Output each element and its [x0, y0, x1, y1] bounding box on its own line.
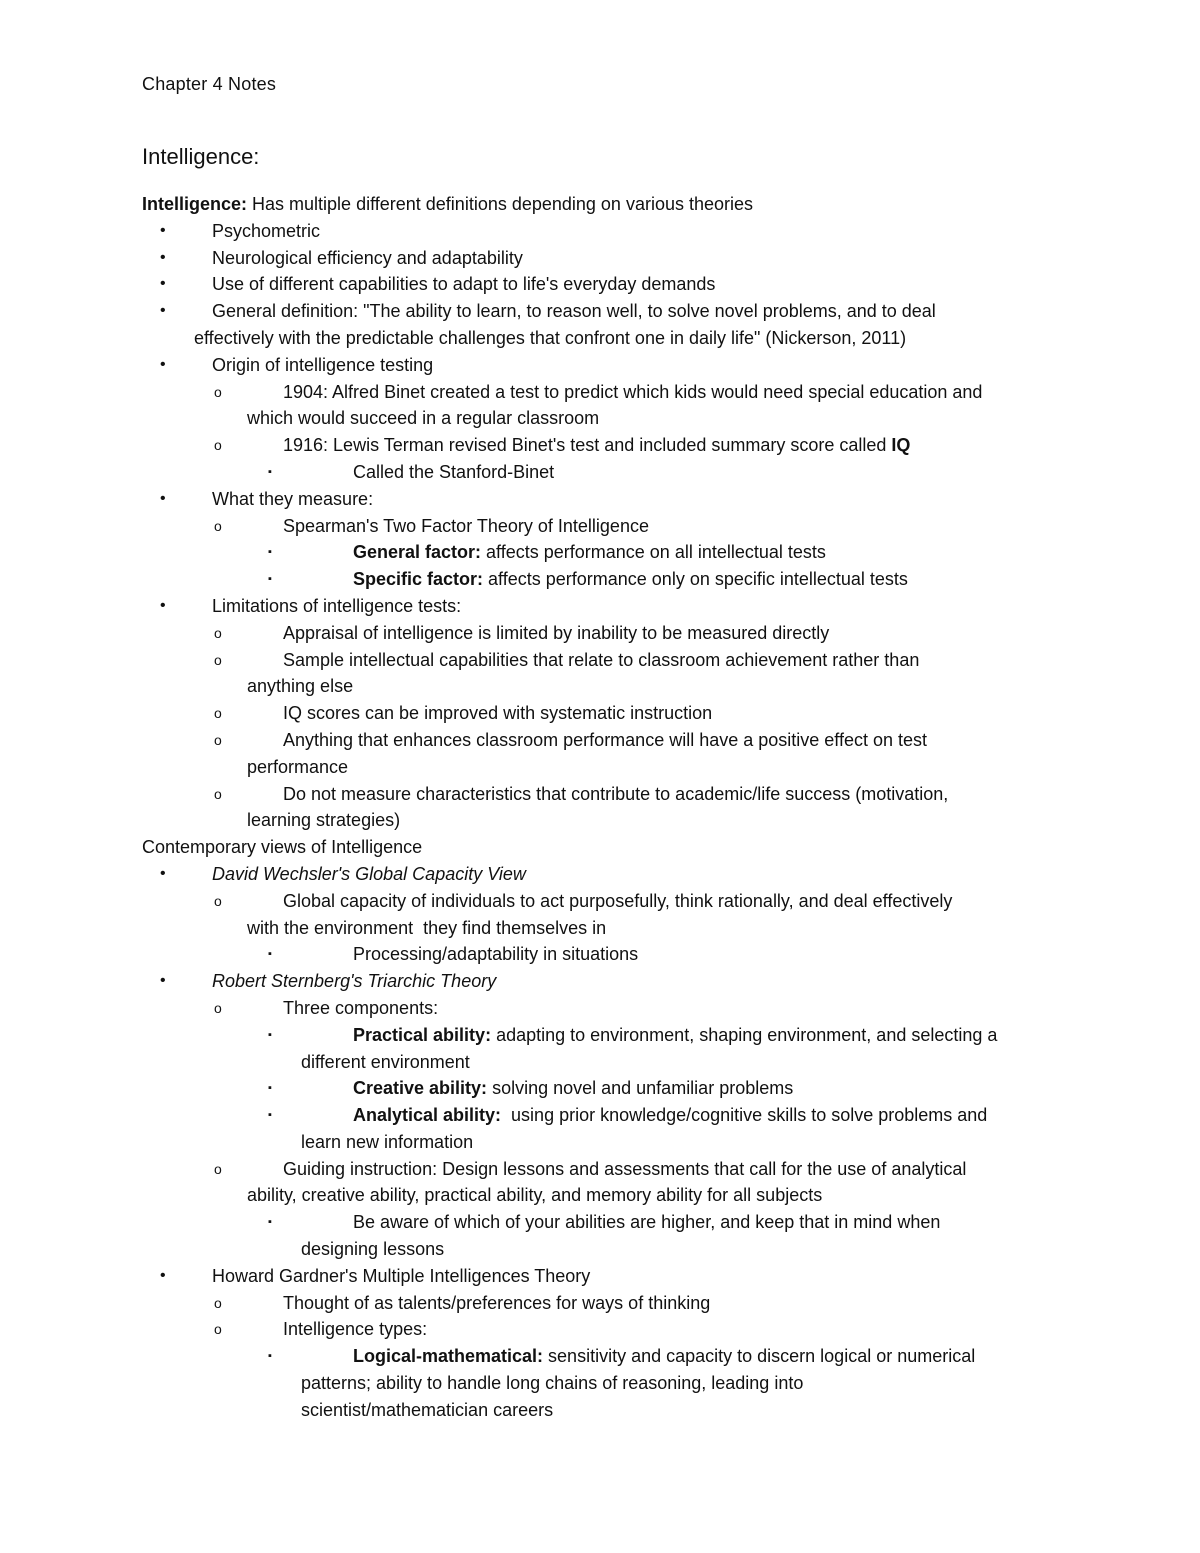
list-item — [0, 1343, 1200, 1370]
list-item — [0, 1075, 1200, 1102]
bullet-marker: o — [214, 1321, 222, 1338]
item-text: Spearman's Two Factor Theory of Intelligence — [283, 515, 649, 536]
item-text: performance — [247, 756, 349, 777]
bullet-marker: • — [160, 972, 166, 990]
list-item-continuation — [0, 325, 1200, 352]
item-text: scientist/mathematician careers — [301, 1399, 554, 1420]
item-text: Has multiple different definitions depending on various theories — [247, 194, 754, 214]
bullet-marker: ▪ — [268, 1216, 272, 1229]
list-item-text — [353, 941, 1200, 968]
list-item — [0, 781, 1200, 808]
list-item — [0, 566, 1200, 593]
item-text: Thought of as talents/preferences for ways of thinking — [283, 1292, 711, 1313]
bullet-marker: • — [160, 221, 166, 239]
list-item — [0, 191, 1200, 218]
bullet-marker: o — [214, 1160, 222, 1177]
list-item-text — [283, 620, 1200, 647]
bullet-marker: • — [160, 489, 166, 507]
term-label: Practical ability: — [353, 1024, 492, 1045]
bullet-marker: o — [214, 999, 222, 1016]
list-item-text — [212, 486, 1200, 513]
item-text: affects performance on all intellectual tests — [481, 542, 826, 563]
list-item — [0, 593, 1200, 620]
bullet-marker: ▪ — [268, 573, 272, 586]
list-item-continuation — [0, 1236, 1200, 1263]
item-text: IQ scores can be improved with systematic instruction — [283, 703, 713, 724]
list-item-continuation — [0, 915, 1200, 942]
notes-body — [0, 191, 1200, 1424]
list-item — [0, 727, 1200, 754]
bullet-marker: o — [214, 1294, 222, 1311]
list-item-text — [283, 432, 1200, 459]
list-item-text — [353, 1209, 1200, 1236]
item-text: Processing/adaptability in situations — [353, 944, 639, 965]
term-label: Specific factor: — [353, 569, 484, 590]
item-text: solving novel and unfamiliar problems — [487, 1078, 794, 1099]
list-item-text — [283, 513, 1200, 540]
list-item-continuation — [0, 1049, 1200, 1076]
item-text: What they measure: — [212, 488, 374, 509]
item-text: Origin of intelligence testing — [212, 354, 434, 375]
item-text: Psychometric — [212, 220, 321, 241]
list-item-text — [247, 1182, 1200, 1209]
term-label: Analytical ability: — [353, 1105, 502, 1126]
list-item-text — [353, 566, 1200, 593]
bullet-marker: o — [214, 383, 222, 400]
term-label: Logical-mathematical: — [353, 1346, 544, 1367]
list-item — [0, 486, 1200, 513]
item-text: Do not measure characteristics that contribute to academic/life success (motivation, — [283, 783, 949, 804]
list-item-text — [353, 1022, 1200, 1049]
item-text: Guiding instruction: Design lessons and assessments that call for the use of analytical — [283, 1158, 967, 1179]
list-item — [0, 861, 1200, 888]
list-item — [0, 352, 1200, 379]
bullet-marker: o — [214, 705, 222, 722]
item-text: sensitivity and capacity to discern logical or numerical — [543, 1346, 976, 1367]
list-item-text — [212, 298, 1200, 325]
list-item-text — [353, 1075, 1200, 1102]
list-item-text — [212, 218, 1200, 245]
list-item-text — [283, 700, 1200, 727]
list-item — [0, 218, 1200, 245]
list-item-continuation — [0, 754, 1200, 781]
term-label: Intelligence: — [142, 194, 248, 214]
list-item — [0, 995, 1200, 1022]
item-text: Contemporary views of Intelligence — [142, 837, 423, 858]
list-item-text — [283, 727, 1200, 754]
bullet-marker: • — [160, 302, 166, 320]
item-text: anything else — [247, 676, 354, 697]
item-text: Be aware of which of your abilities are higher, and keep that in mind when — [353, 1212, 941, 1233]
list-item-text — [353, 459, 1200, 486]
list-item-continuation — [0, 807, 1200, 834]
item-text: adapting to environment, shaping environment, and selecting a — [491, 1024, 998, 1045]
item-text: Limitations of intelligence tests: — [212, 595, 462, 616]
list-item — [0, 271, 1200, 298]
item-text: Sample intellectual capabilities that relate to classroom achievement rather than — [283, 649, 920, 670]
list-item — [0, 459, 1200, 486]
bullet-marker: ▪ — [268, 1109, 272, 1122]
bullet-marker: ▪ — [268, 465, 272, 478]
item-text: designing lessons — [301, 1239, 445, 1260]
list-item — [0, 1102, 1200, 1129]
bullet-marker: o — [214, 785, 222, 802]
list-item-text — [194, 325, 1200, 352]
list-item-text — [247, 405, 1200, 432]
list-item-text — [353, 1343, 1200, 1370]
list-item-text — [301, 1129, 1200, 1156]
list-item — [0, 1022, 1200, 1049]
list-item — [0, 1156, 1200, 1183]
list-item-text — [247, 673, 1200, 700]
list-item-text — [283, 781, 1200, 808]
bullet-marker: ▪ — [268, 1082, 272, 1095]
list-item-text — [353, 1102, 1200, 1129]
list-item — [0, 539, 1200, 566]
list-item-text — [283, 379, 1200, 406]
bullet-marker: ▪ — [268, 1350, 272, 1363]
list-item-text — [301, 1049, 1200, 1076]
item-text: Neurological efficiency and adaptability — [212, 247, 523, 268]
document-header: Chapter 4 Notes — [142, 74, 277, 94]
item-text: Three components: — [283, 997, 439, 1018]
bullet-marker: • — [160, 248, 166, 266]
list-item — [0, 513, 1200, 540]
list-item-text — [283, 1290, 1200, 1317]
item-text: effectively with the predictable challenges that confront one in daily life" (Nickerson, 2011) — [194, 327, 907, 348]
list-item — [0, 888, 1200, 915]
bullet-marker: o — [214, 624, 222, 641]
list-item-text — [283, 888, 1200, 915]
list-item-text — [247, 915, 1200, 942]
list-item — [0, 647, 1200, 674]
term-label: IQ — [891, 435, 911, 456]
list-item-text — [283, 995, 1200, 1022]
list-item — [0, 620, 1200, 647]
list-item-text — [212, 968, 1200, 995]
list-item-text — [283, 1156, 1200, 1183]
list-item-text — [212, 271, 1200, 298]
list-item — [0, 432, 1200, 459]
item-text: affects performance only on specific intellectual tests — [483, 569, 908, 590]
list-item-continuation — [0, 1397, 1200, 1424]
list-item — [0, 379, 1200, 406]
bullet-marker: o — [214, 517, 222, 534]
list-item — [0, 1290, 1200, 1317]
term-label: General factor: — [353, 542, 482, 563]
list-item-text — [247, 754, 1200, 781]
list-item-continuation — [0, 1182, 1200, 1209]
bullet-marker: o — [214, 651, 222, 668]
list-item-text — [283, 647, 1200, 674]
list-item — [0, 1263, 1200, 1290]
item-text: 1904: Alfred Binet created a test to predict which kids would need special education and — [283, 381, 983, 402]
bullet-marker: o — [214, 892, 222, 909]
item-text: Howard Gardner's Multiple Intelligences Theory — [212, 1265, 591, 1286]
list-item-text — [212, 861, 1200, 888]
item-text: patterns; ability to handle long chains of reasoning, leading into — [301, 1373, 804, 1394]
item-text: Intelligence types: — [283, 1319, 428, 1340]
list-item — [0, 941, 1200, 968]
item-text: which would succeed in a regular classroom — [247, 408, 600, 429]
list-item-continuation — [0, 673, 1200, 700]
item-text: with the environment they find themselves in — [247, 917, 607, 938]
item-text: Anything that enhances classroom performance will have a positive effect on test — [283, 729, 928, 750]
list-item-text — [301, 1370, 1200, 1397]
item-text: different environment — [301, 1051, 470, 1072]
term-label: Creative ability: — [353, 1078, 488, 1099]
item-text: David Wechsler's Global Capacity View — [212, 863, 526, 884]
item-text: learning strategies) — [247, 810, 401, 831]
item-text: Global capacity of individuals to act purposefully, think rationally, and deal effectively — [283, 890, 953, 911]
bullet-marker: • — [160, 864, 166, 882]
item-text: General definition: "The ability to learn, to reason well, to solve novel problems, and to deal — [212, 301, 936, 322]
bullet-marker: • — [160, 355, 166, 373]
item-text: learn new information — [301, 1131, 474, 1152]
item-text: Appraisal of intelligence is limited by inability to be measured directly — [283, 622, 830, 643]
bullet-marker: • — [160, 1266, 166, 1284]
bullet-marker: ▪ — [268, 1028, 272, 1041]
item-text: Use of different capabilities to adapt to life's everyday demands — [212, 274, 716, 295]
bullet-marker: ▪ — [268, 546, 272, 559]
list-item-text — [212, 352, 1200, 379]
list-item — [0, 245, 1200, 272]
item-text: using prior knowledge/cognitive skills to solve problems and — [501, 1105, 988, 1126]
list-item-text — [142, 191, 1200, 218]
list-item-text — [301, 1397, 1200, 1424]
bullet-marker: o — [214, 731, 222, 748]
list-item-text — [353, 539, 1200, 566]
list-item-continuation — [0, 1129, 1200, 1156]
list-item — [0, 1316, 1200, 1343]
list-item-text — [301, 1236, 1200, 1263]
section-title: Intelligence: — [142, 144, 260, 169]
list-item — [0, 298, 1200, 325]
list-item — [0, 700, 1200, 727]
list-item — [0, 834, 1200, 861]
bullet-marker: o — [214, 437, 222, 454]
item-text: 1916: Lewis Terman revised Binet's test and included summary score called — [283, 435, 892, 456]
list-item-text — [212, 593, 1200, 620]
list-item-continuation — [0, 405, 1200, 432]
item-text: Called the Stanford-Binet — [353, 461, 555, 482]
list-item-text — [212, 245, 1200, 272]
list-item — [0, 1209, 1200, 1236]
list-item-continuation — [0, 1370, 1200, 1397]
list-item-text — [212, 1263, 1200, 1290]
item-text: Robert Sternberg's Triarchic Theory — [212, 971, 497, 992]
bullet-marker: • — [160, 596, 166, 614]
bullet-marker: ▪ — [268, 948, 272, 961]
bullet-marker: • — [160, 275, 166, 293]
item-text: ability, creative ability, practical ability, and memory ability for all subjects — [247, 1185, 823, 1206]
list-item — [0, 968, 1200, 995]
list-item-text — [247, 807, 1200, 834]
list-item-text — [283, 1316, 1200, 1343]
list-item-text — [142, 834, 1200, 861]
